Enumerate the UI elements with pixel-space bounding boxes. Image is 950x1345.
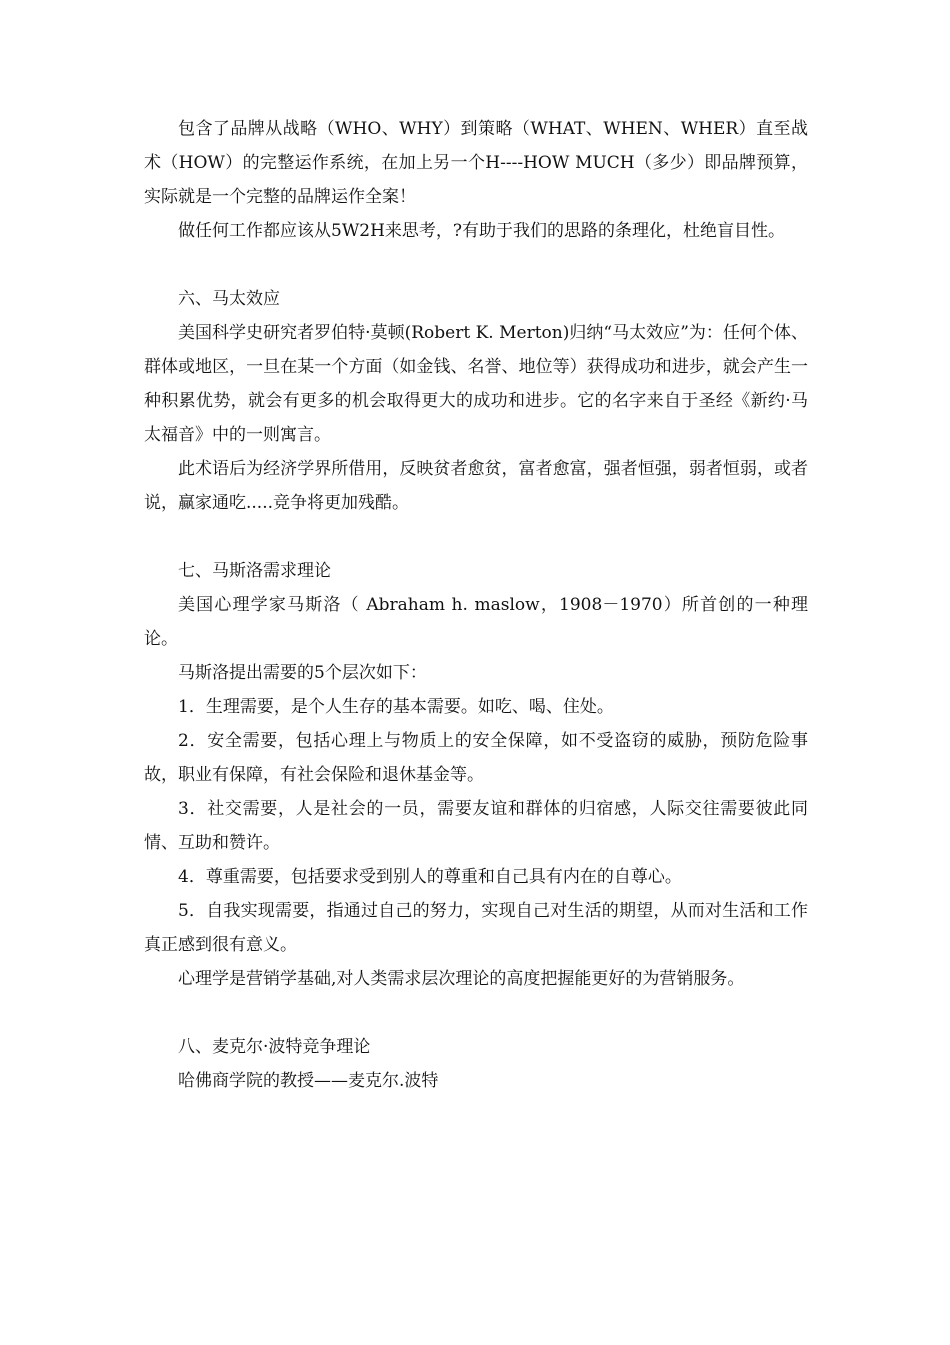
section-7-title: 七、马斯洛需求理论 [178, 561, 331, 581]
maslow-level-5: 5．自我实现需要，指通过自己的努力，实现自己对生活的期望，从而对生活和工作真正感到很有意义。 [144, 901, 808, 955]
document-body [144, 112, 808, 1098]
section-8-title: 八、麦克尔·波特竞争理论 [178, 1037, 371, 1057]
maslow-level-1: 1．生理需要，是个人生存的基本需要。如吃、喝、住处。 [178, 697, 614, 717]
paragraph-5w2h: 做任何工作都应该从5W2H来思考，?有助于我们的思路的条理化，杜绝盲目性。 [178, 221, 786, 241]
section-6-paragraph-1: 美国科学史研究者罗伯特·莫顿(Robert K. Merton)归纳“马太效应”为：任何个体、群体或地区，一旦在某一个方面（如金钱、名誉、地位等）获得成功和进步，就会产生一种积累优势，就会有更多的机会取得更大的成功和进步。它的名字来自于圣经《新约·马太福音》中的一则寓言。 [144, 323, 808, 445]
section-6-paragraph-2: 此术语后为经济学界所借用，反映贫者愈贫，富者愈富，强者恒强，弱者恒弱，或者说，赢家通吃.....竞争将更加残酷。 [144, 459, 808, 513]
paragraph-spacer [144, 248, 808, 282]
section-6-title: 六、马太效应 [178, 289, 280, 309]
section-8-paragraph-1: 哈佛商学院的教授——麦克尔.波特 [178, 1071, 439, 1091]
paragraph-brand-system: 包含了品牌从战略（WHO、WHY）到策略（WHAT、WHEN、WHER）直至战术（HOW）的完整运作系统，在加上另一个H----HOW MUCH（多少）即品牌预算，实际就是一个完整的品牌运作全案！ [144, 119, 808, 207]
section-7-paragraph-3: 心理学是营销学基础,对人类需求层次理论的高度把握能更好的为营销服务。 [178, 969, 745, 989]
section-7-paragraph-2: 马斯洛提出需要的5个层次如下： [178, 663, 427, 683]
maslow-level-4: 4．尊重需要，包括要求受到别人的尊重和自己具有内在的自尊心。 [178, 867, 682, 887]
section-7-paragraph-1: 美国心理学家马斯洛（ Abraham h. maslow，1908－1970）所首创的一种理论。 [144, 595, 808, 649]
paragraph-spacer [144, 520, 808, 554]
paragraph-spacer [144, 996, 808, 1030]
maslow-level-2: 2．安全需要，包括心理上与物质上的安全保障，如不受盗窃的威胁，预防危险事故，职业有保障，有社会保险和退休基金等。 [144, 731, 808, 785]
maslow-level-3: 3．社交需要，人是社会的一员，需要友谊和群体的归宿感，人际交往需要彼此同情、互助和赞许。 [144, 799, 808, 853]
